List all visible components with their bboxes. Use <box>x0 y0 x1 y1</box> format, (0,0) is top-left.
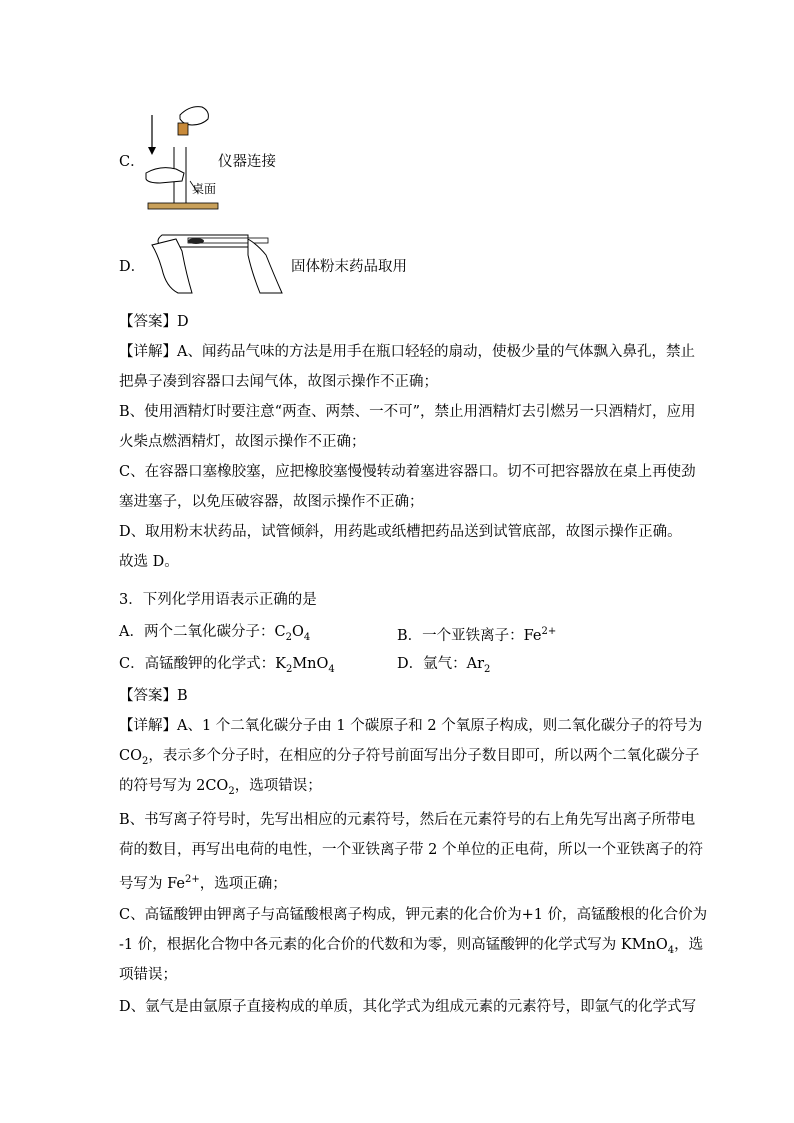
answer-2: 【答案】D <box>119 314 189 330</box>
question-3-stem: 3．下列化学用语表示正确的是 <box>119 592 317 608</box>
detail-3-line: D、氩气是由氩原子直接构成的单质，其化学式为组成元素的元素符号，即氩气的化学式写 <box>119 999 697 1015</box>
detail-3-line: C、高锰酸钾由钾离子与高锰酸根离子构成，钾元素的化合价为+1 价，高锰酸根的化合价为 <box>119 907 708 923</box>
detail-3-line: 的符号写为 $2CO_2$，选项错误； <box>119 778 322 797</box>
detail-3-line: 项错误； <box>119 967 177 983</box>
detail-3-line: -1 价，根据化合物中各元素的化合价的代数和为零，则高锰酸钾的化学式写为 KMnO$_4$，选 <box>119 937 704 956</box>
detail-2-line: 把鼻子凑到容器口去闻气体，故图示操作不正确； <box>119 374 438 390</box>
detail-2-line: 故选 D。 <box>119 554 179 570</box>
detail-2-line: 塞进塞子，以免压破容器，故图示操作不正确； <box>119 494 424 510</box>
detail-3-line: 【详解】A、1 个二氧化碳分子由 1 个碳原子和 2 个氧原子构成，则二氧化碳分子的符号为 <box>119 718 703 734</box>
question-3-option-a: A．两个二氧化碳分子：$C_2O_4$ <box>119 624 311 643</box>
detail-2-line: 【详解】A、闻药品气味的方法是用手在瓶口轻轻的扇动，使极少量的气体飘入鼻孔，禁止 <box>119 344 695 360</box>
question-3-option-b: B．一个亚铁离子：$Fe^{2+}$ <box>397 626 557 644</box>
detail-2-line: D、取用粉末状药品，试管倾斜，用药匙或纸槽把药品送到试管底部，故图示操作正确。 <box>119 524 682 540</box>
option-d-caption: 固体粉末药品取用 <box>291 259 407 275</box>
detail-3-line: 荷的数目，再写出电荷的电性，一个亚铁离子带 2 个单位的正电荷，所以一个亚铁离子的符 <box>119 842 703 858</box>
option-c-label: C． <box>119 154 145 170</box>
detail-3-line: 号写为 $Fe^{2+}$，选项正确； <box>119 874 287 892</box>
detail-2-line: B、使用酒精灯时要注意“两查、两禁、一不可”，禁止用酒精灯去引燃另一只酒精灯，应用 <box>119 404 696 420</box>
desk-label: 桌面 <box>192 182 217 196</box>
test-tube-stopper-illustration <box>140 103 230 215</box>
answer-3: 【答案】B <box>119 688 188 704</box>
detail-3-line: B、书写离子符号时，先写出相应的元素符号，然后在元素符号的右上角先写出离子所带电 <box>119 812 696 828</box>
option-d-label: D． <box>119 259 146 275</box>
powder-test-tube-illustration <box>148 225 288 297</box>
option-c-caption: 仪器连接 <box>218 154 276 170</box>
detail-3-line: $CO_2$，表示多个分子时，在相应的分子符号前面写出分子数目即可，所以两个二氧化碳分子 <box>119 748 700 767</box>
question-3-option-d: D．氩气：$Ar_2$ <box>397 656 491 675</box>
detail-2-line: C、在容器口塞橡胶塞，应把橡胶塞慢慢转动着塞进容器口。切不可把容器放在桌上再使劲 <box>119 464 696 480</box>
question-3-option-c: C．高锰酸钾的化学式：$K_2MnO_4$ <box>119 656 335 675</box>
detail-2-line: 火柴点燃酒精灯，故图示操作不正确； <box>119 434 366 450</box>
